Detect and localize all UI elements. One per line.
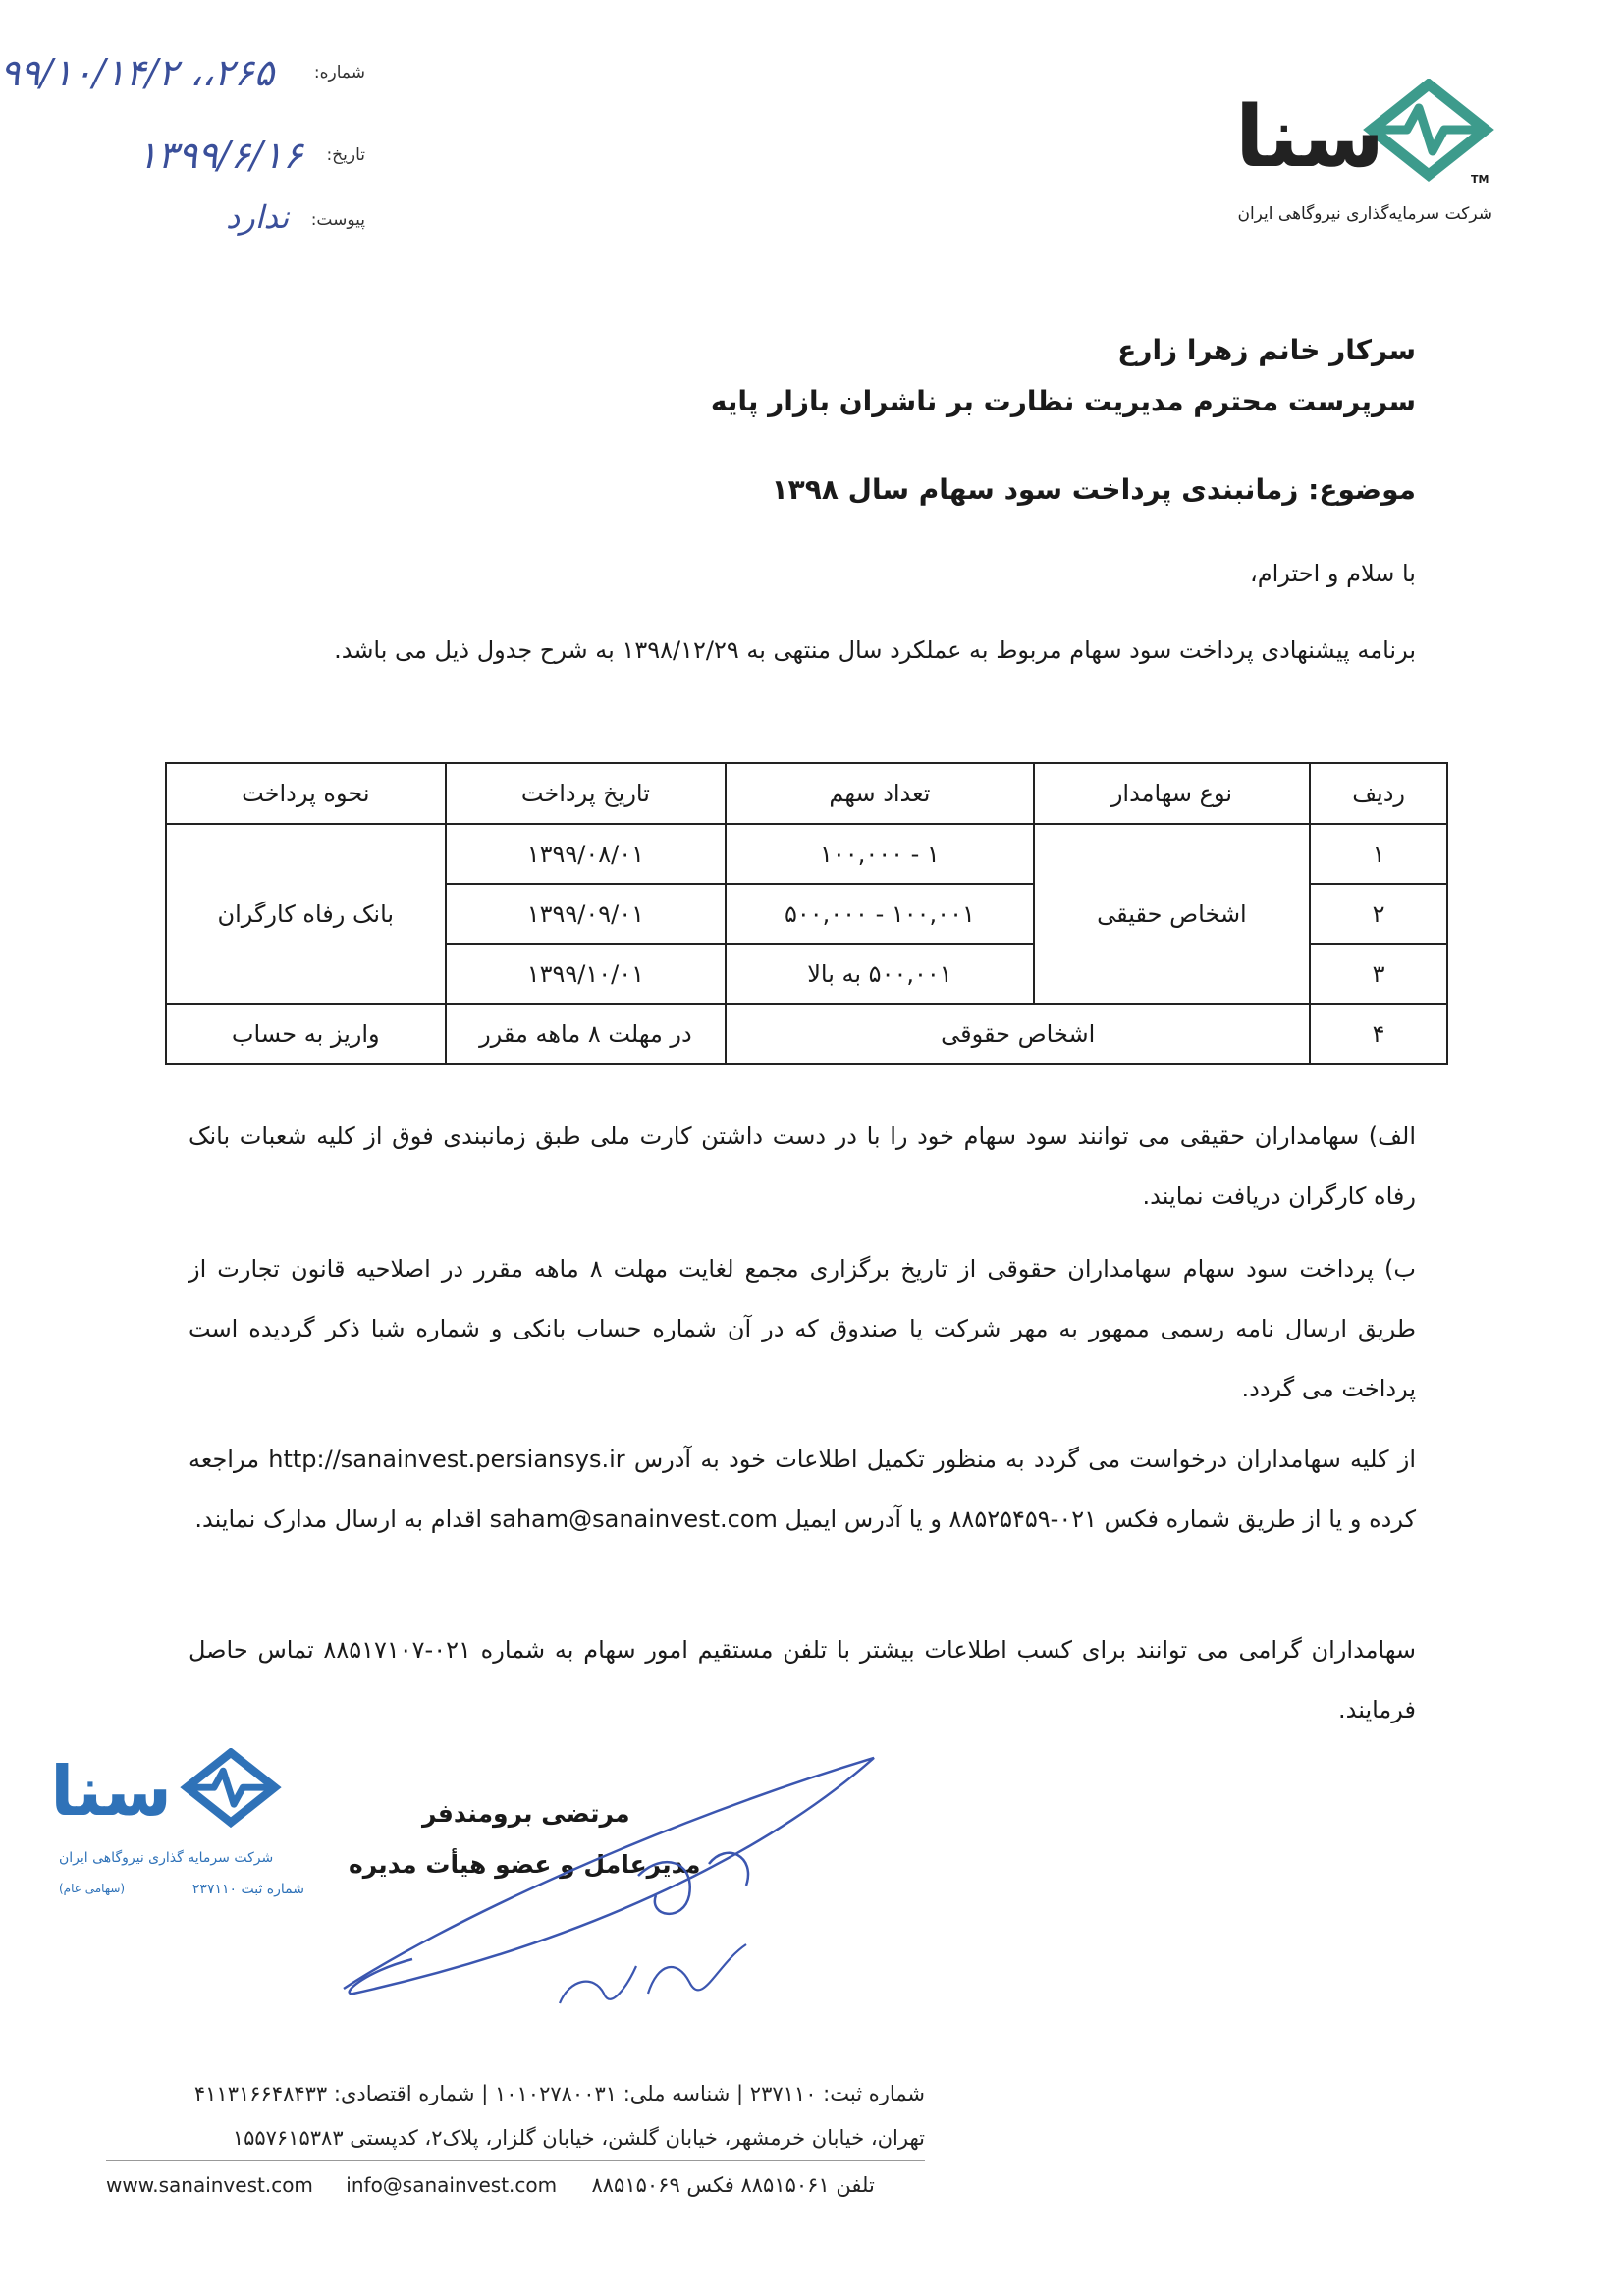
intro-paragraph: برنامه پیشنهادی پرداخت سود سهام مربوط به عملکرد سال منتهی به ۱۳۹۸/۱۲/۲۹ به شرح جدول ذیل می باشد. — [334, 636, 1416, 664]
share-range-cell: ۱۰۰,۰۰۱ - ۵۰۰,۰۰۰ — [726, 884, 1033, 944]
letter-attachment-value: ندارد — [226, 198, 290, 236]
row-number-cell: ۱ — [1310, 824, 1447, 884]
legal-holder-type-cell: اشخاص حقوقی — [726, 1004, 1310, 1064]
letter-date-value: ۱۳۹۹/۶/۱۶ — [137, 134, 303, 177]
table-header: تعداد سهم — [726, 763, 1033, 824]
recipient-title: سرپرست محترم مدیریت نظارت بر ناشران بازار پایه — [710, 385, 1416, 417]
footer-address: تهران، خیابان خرمشهر، خیابان گلشن، خیابان گلزار، پلاک۲، کدپستی ۱۵۵۷۶۱۵۳۸۳ — [232, 2126, 925, 2150]
logo-company-name: شرکت سرمایه‌گذاری نیروگاهی ایران — [1237, 204, 1492, 224]
footer-contact — [106, 2173, 925, 2197]
table-row — [166, 824, 1447, 884]
paragraph-legal-holders: ب) پرداخت سود سهام سهامداران حقوقی از تاریخ برگزاری مجمع لغایت مهلت ۸ ماهه مقرر در اصلاحیه قانون تجارت از طریق ارسال نامه رسمی ممهور به مهر شرکت یا صندوق که در آن شماره حساب بانکی و شماره شبا ذکر گردیده است پرداخت می گردد. — [189, 1255, 1416, 1402]
letter-number-value: ۹۹/۱۰/۱۴/۲ ،،۲۶۵ — [0, 51, 275, 94]
row-number-cell: ۳ — [1310, 944, 1447, 1004]
company-stamp — [50, 1748, 304, 1925]
natural-holder-type-cell: اشخاص حقیقی — [1034, 824, 1311, 1004]
letter-subject: موضوع: زمانبندی پرداخت سود سهام سال ۱۳۹۸ — [771, 473, 1416, 506]
signatory-title: مدیرعامل و عضو هیأت مدیره — [349, 1850, 701, 1879]
footer-website-link[interactable]: www.sanainvest.com — [106, 2173, 313, 2197]
stamp-registration: شماره ثبت ۲۳۷۱۱۰ — [191, 1882, 304, 1897]
dividend-schedule-table — [165, 762, 1448, 1065]
stamp-company-name: شرکت سرمایه گذاری نیروگاهی ایران — [59, 1850, 274, 1866]
signatory-name: مرتضی برومندفر — [422, 1799, 630, 1828]
stamp-wordmark: سنا — [50, 1751, 172, 1831]
letter-attachment-row — [0, 198, 373, 247]
payment-date-cell: ۱۳۹۹/۰۸/۰۱ — [446, 824, 727, 884]
table-header-row — [166, 763, 1447, 824]
stamp-emblem-icon — [177, 1748, 285, 1831]
row-number-cell: ۲ — [1310, 884, 1447, 944]
footer-registration: شماره ثبت: ۲۳۷۱۱۰ | شناسه ملی: ۱۰۱۰۲۷۸۰۰۳۱ | شماره اقتصادی: ۴۱۱۳۱۶۶۴۸۴۳۳ — [193, 2082, 925, 2105]
logo-tm: TM — [1471, 173, 1489, 186]
payment-date-cell: در مهلت ۸ ماهه مقرر — [446, 1004, 727, 1064]
paragraph-update-info: از کلیه سهامداران درخواست می گردد به منظور تکمیل اطلاعات خود به آدرس http://sanainvest.persiansys.ir مراجعه کرده و یا از طریق شماره فکس ۰۲۱-۸۸۵۲۵۴۵۹ و یا آدرس ایمیل saham@sanainvest.com اقدام به ارسال مدارک نمایند. — [189, 1446, 1416, 1533]
letter-number-row — [0, 51, 373, 100]
table-header: نوع سهامدار — [1034, 763, 1311, 824]
letter-number-label: شماره: — [313, 63, 365, 82]
table-header: ردیف — [1310, 763, 1447, 824]
payment-method-cell: واریز به حساب — [166, 1004, 446, 1064]
letter-date-row — [0, 134, 373, 183]
table-header: تاریخ پرداخت — [446, 763, 727, 824]
payment-date-cell: ۱۳۹۹/۱۰/۰۱ — [446, 944, 727, 1004]
share-range-cell: ۵۰۰,۰۰۱ به بالا — [726, 944, 1033, 1004]
company-logo — [1218, 79, 1492, 246]
payment-method-cell: بانک رفاه کارگران — [166, 824, 446, 1004]
letter-date-label: تاریخ: — [326, 145, 365, 165]
recipient-name: سرکار خانم زهرا زارع — [1117, 334, 1416, 366]
payment-date-cell: ۱۳۹۹/۰۹/۰۱ — [446, 884, 727, 944]
stamp-type: (سهامی عام) — [59, 1882, 126, 1895]
footer-phone: تلفن ۸۸۵۱۵۰۶۱ فکس ۸۸۵۱۵۰۶۹ — [591, 2173, 875, 2197]
letter-attachment-label: پیوست: — [310, 210, 365, 230]
footer-divider — [106, 2160, 925, 2161]
logo-wordmark: سنا — [1235, 88, 1384, 187]
row-number-cell: ۴ — [1310, 1004, 1447, 1064]
table-header: نحوه پرداخت — [166, 763, 446, 824]
table-row — [166, 1004, 1447, 1064]
paragraph-natural-holders: الف) سهامداران حقیقی می توانند سود سهام خود را با در دست داشتن کارت ملی طبق زمانبندی فوق از کلیه شعبات بانک رفاه کارگران دریافت نمایند. — [189, 1122, 1416, 1210]
paragraph-contact: سهامداران گرامی می توانند برای کسب اطلاعات بیشتر با تلفن مستقیم امور سهام به شماره ۰۲۱-۸۸۵۱۷۱۰۷ تماس حاصل فرمایند. — [189, 1636, 1417, 1723]
share-range-cell: ۱ - ۱۰۰,۰۰۰ — [726, 824, 1033, 884]
signature-icon — [324, 1748, 884, 2043]
greeting: با سلام و احترام، — [1249, 560, 1416, 587]
footer-email-link[interactable]: info@sanainvest.com — [346, 2173, 558, 2197]
